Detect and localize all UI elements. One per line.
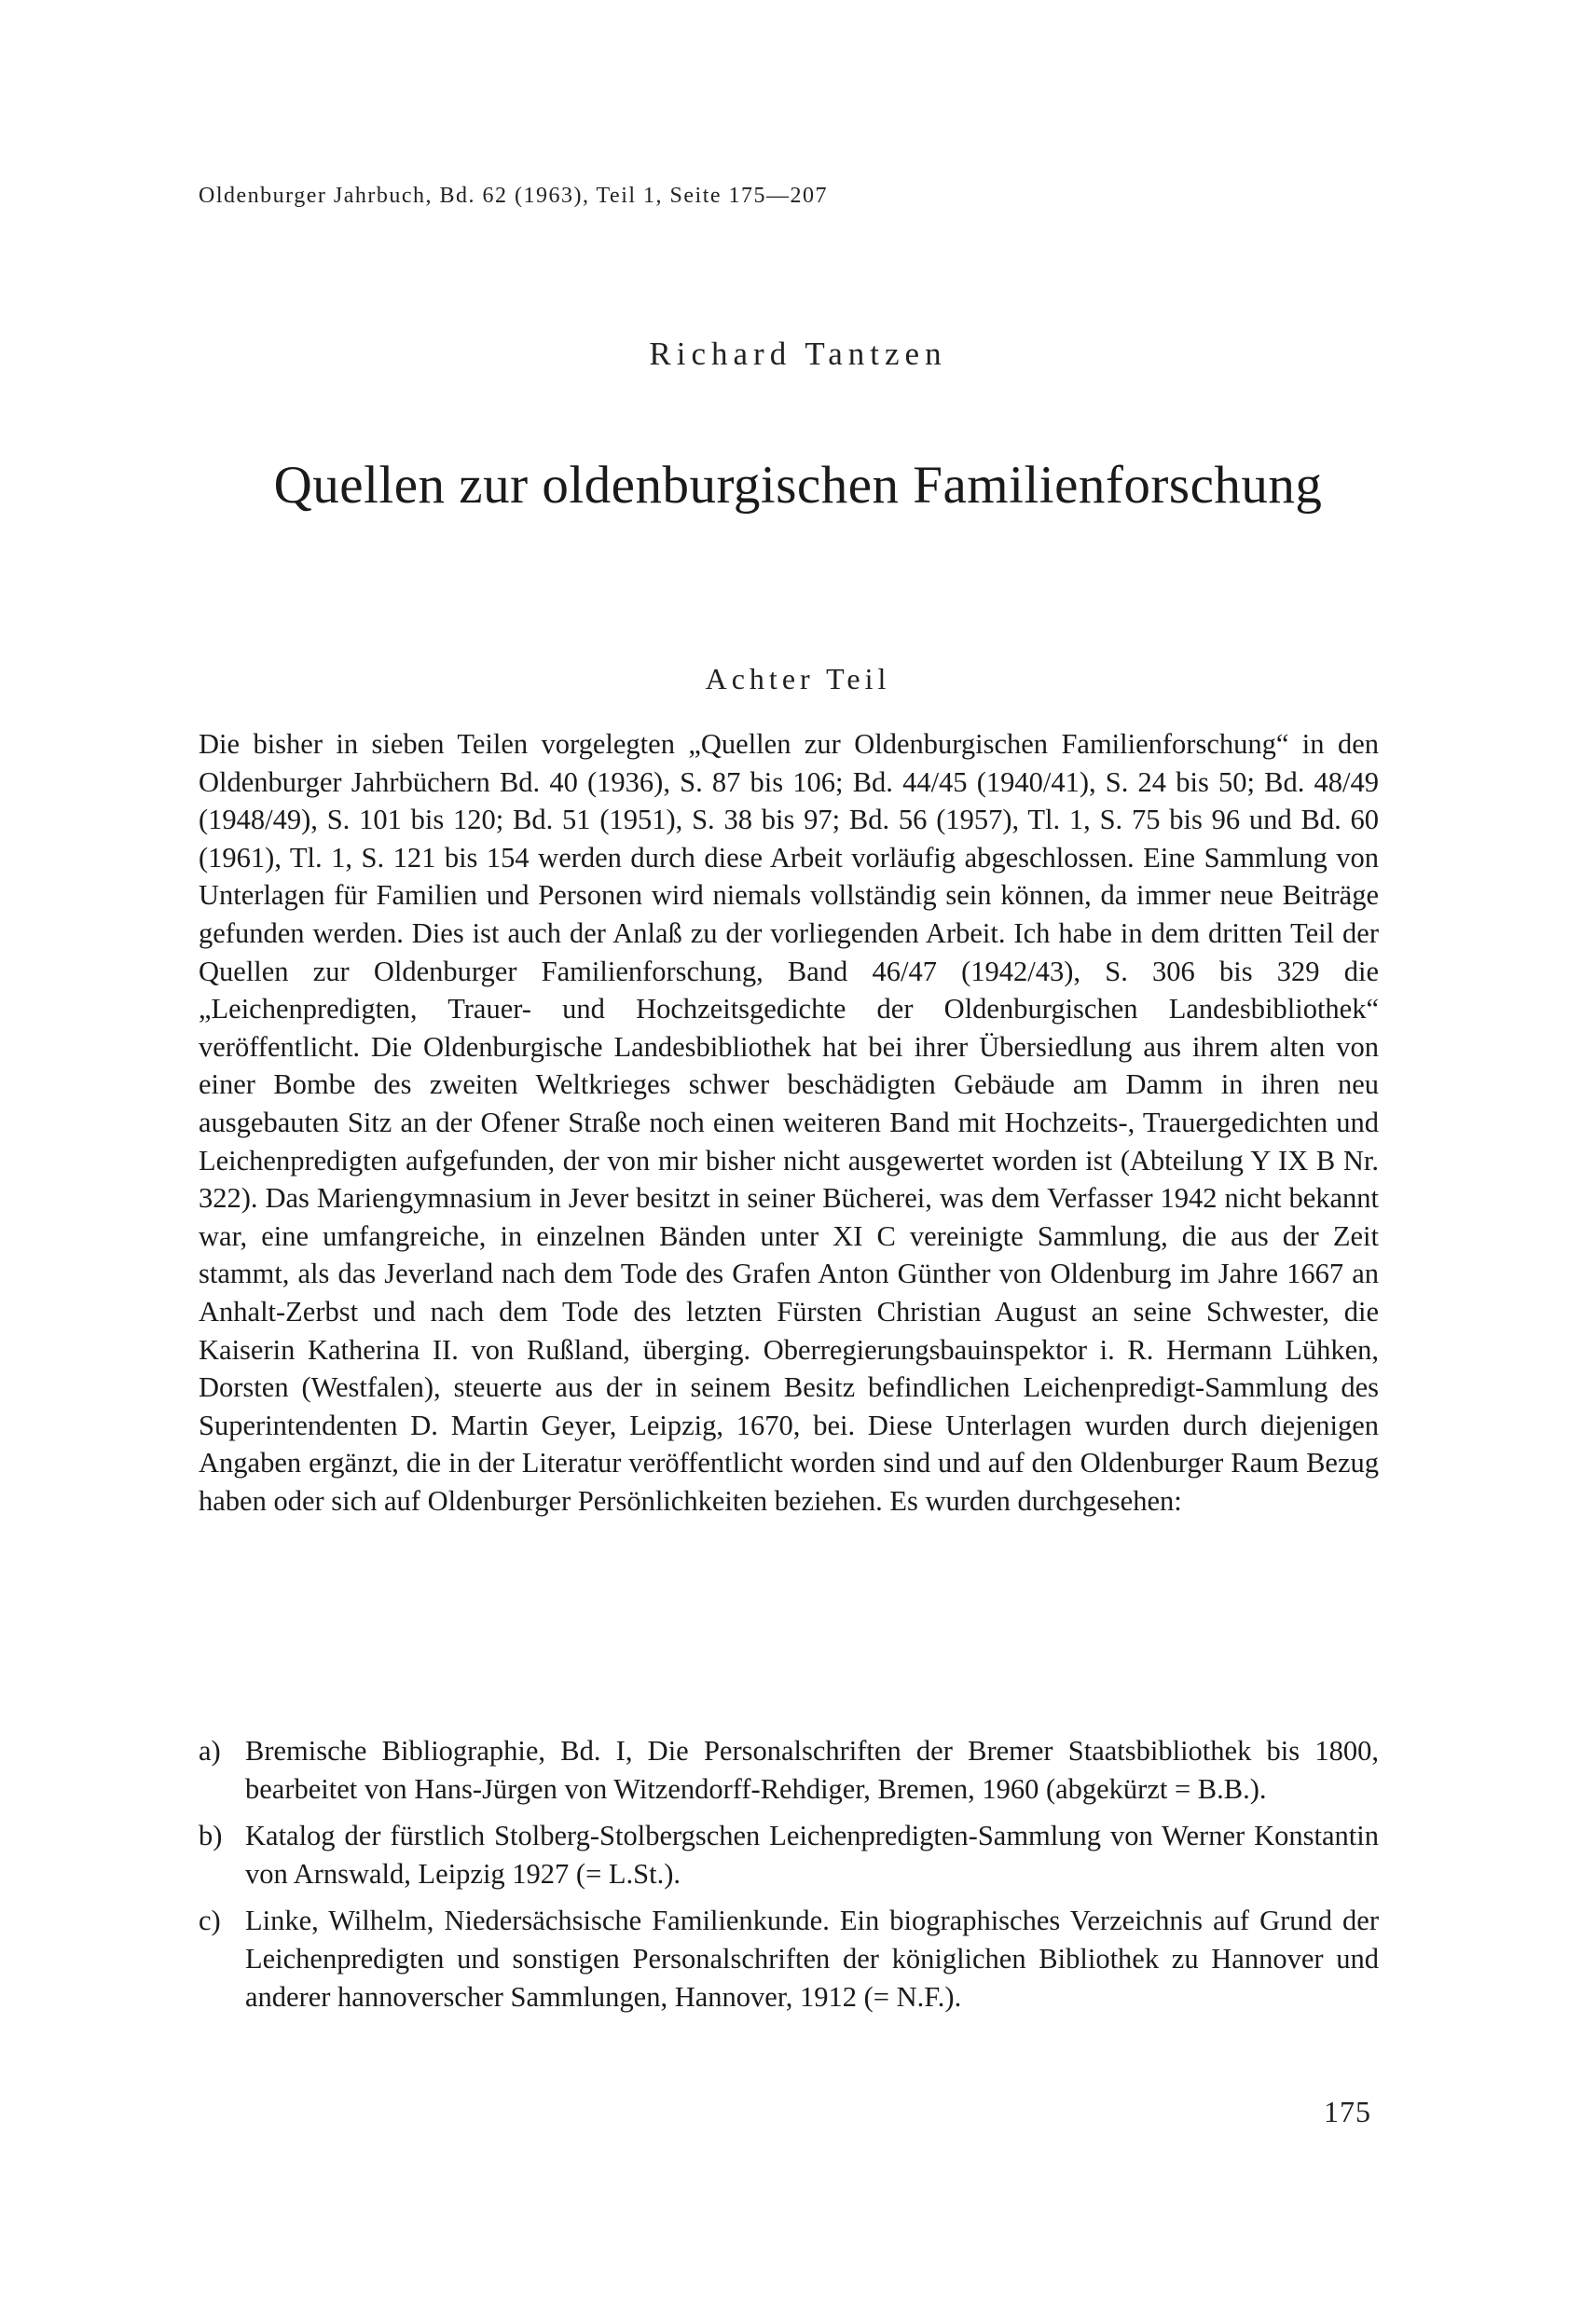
source-text: Katalog der fürstlich Stolberg-Stolbergschen Leichenpredigten-Sammlung von Werner Konstantin von Arnswald, Leipzig 1927 (= L.St.). <box>245 1820 1379 1890</box>
source-marker: c) <box>199 1905 221 1937</box>
part-heading: Achter Teil <box>705 662 891 695</box>
body-paragraph: Die bisher in sieben Teilen vorgelegten „Quellen zur Oldenburgischen Familienforschung“ in den Oldenburger Jahrbüchern Bd. 40 (1936), S. 87 bis 106; Bd. 44/45 (1940/41), S. 24 bis 50; Bd. 48/49 (1948/49), S. 101 bis 120; Bd. 51 (1951), S. 38 bis 97; Bd. 56 (1957), Tl. 1, S. 75 bis 96 und Bd. 60 (1961), Tl. 1, S. 121 bis 154 werden durch diese Arbeit vorläufig abgeschlossen. Eine Sammlung von Unterlagen für Familien und Personen wird niemals vollständig sein können, da immer neue Beiträge gefunden werden. Dies ist auch der Anlaß zu der vorliegenden Arbeit. Ich habe in dem dritten Teil der Quellen zur Oldenburger Familienforschung, Band 46/47 (1942/43), S. 306 bis 329 die „Leichenpredigten, Trauer- und Hochzeitsgedichte der Oldenburgischen Landesbibliothek“ veröffentlicht. Die Oldenburgische Landesbibliothek hat bei ihrer Übersiedlung aus ihrem alten von einer Bombe des zweiten Weltkrieges schwer beschädigten Gebäude am Damm in ihren neu ausgebauten Sitz an der Ofener Straße noch einen weiteren Band mit Hochzeits-, Trauergedichten und Leichenpredigten aufgefunden, der von mir bisher nicht ausgewertet worden ist (Abteilung Y IX B Nr. 322). Das Mariengymnasium in Jever besitzt in seiner Bücherei, was dem Verfasser 1942 nicht bekannt war, eine umfangreiche, in einzelnen Bänden unter XI C vereinigte Sammlung, die aus der Zeit stammt, als das Jeverland nach dem Tode des Grafen Anton Günther von Oldenburg im Jahre 1667 an Anhalt-Zerbst und nach dem Tode des letzten Fürsten Christian August an seine Schwester, die Kaiserin Katherina II. von Rußland, überging. Oberregierungsbauinspektor i. R. Hermann Lühken, Dorsten (Westfalen), steuerte aus der in seinem Besitz befindlichen Leichenpredigt-Sammlung des Superintendenten D. Martin Geyer, Leipzig, 1670, bei. Diese Unterlagen wurden durch diejenigen Angaben ergänzt, die in der Literatur veröffentlicht worden sind und auf den Oldenburger Raum Bezug haben oder sich auf Oldenburger Persönlichkeiten beziehen. Es wurden durchgesehen: <box>199 728 1379 1517</box>
running-head: Oldenburger Jahrbuch, Bd. 62 (1963), Teil 1, Seite 175—207 <box>199 184 829 208</box>
article-title: Quellen zur oldenburgischen Familienforschung <box>273 456 1323 515</box>
source-item-a <box>199 1732 1379 1808</box>
source-item-c <box>199 1902 1379 2016</box>
source-item-b <box>199 1817 1379 1892</box>
source-text: Bremische Bibliographie, Bd. I, Die Personalschriften der Bremer Staatsbibliothek bis 1800, bearbeitet von Hans-Jürgen von Witzendorff-Rehdiger, Bremen, 1960 (abgekürzt = B.B.). <box>245 1735 1379 1805</box>
source-marker: a) <box>199 1735 221 1767</box>
sources-list <box>199 1732 1379 2025</box>
source-marker: b) <box>199 1820 223 1852</box>
page-number: 175 <box>1324 2095 1371 2128</box>
source-text: Linke, Wilhelm, Niedersächsische Familienkunde. Ein biographisches Verzeichnis auf Grund der Leichenpredigten und sonstigen Personalschriften der königlichen Bibliothek zu Hannover und anderer hannoverscher Sammlungen, Hannover, 1912 (= N.F.). <box>245 1905 1379 2013</box>
author-name: Richard Tantzen <box>649 336 947 372</box>
